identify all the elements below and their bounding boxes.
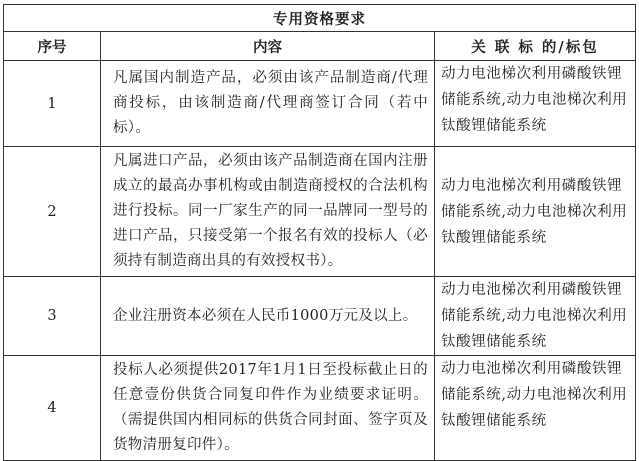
- row-seq: 3: [4, 277, 101, 356]
- table-row: [4, 61, 636, 147]
- table-row: [4, 356, 636, 461]
- header-seq: 序号: [4, 32, 101, 61]
- header-content: 内容: [101, 32, 435, 61]
- header-package: 关 联 标 的/标包: [435, 32, 636, 61]
- row-package: 动力电池梯次利用磷酸铁锂储能系统,动力电池梯次利用钛酸锂储能系统: [435, 356, 636, 461]
- row-content: 投标人必须提供2017年1月1日至投标截止日的任意壹份供货合同复印件作为业绩要求证明。（需提供国内相同标的供货合同封面、签字页及货物清册复印件）。: [101, 356, 435, 461]
- row-seq: 2: [4, 147, 101, 277]
- row-content: 凡属进口产品，必须由该产品制造商在国内注册成立的最高办事机构或由制造商授权的合法机构进行投标。同一厂家生产的同一品牌同一型号的进口产品，只接受第一个报名有效的投标人（必须持有制造商出具的有效授权书）。: [101, 147, 435, 277]
- row-package: 动力电池梯次利用磷酸铁锂储能系统,动力电池梯次利用钛酸锂储能系统: [435, 61, 636, 147]
- table-row: [4, 147, 636, 277]
- qualification-table: [3, 4, 636, 461]
- table-header-row: [4, 32, 636, 61]
- row-seq: 4: [4, 356, 101, 461]
- table-title: 专用资格要求: [4, 5, 636, 32]
- row-package: 动力电池梯次利用磷酸铁锂储能系统,动力电池梯次利用钛酸锂储能系统: [435, 147, 636, 277]
- table-row: [4, 277, 636, 356]
- row-content: 凡属国内制造产品，必须由该产品制造商/代理商投标，由该制造商/代理商签订合同（若中标）。: [101, 61, 435, 147]
- row-package: 动力电池梯次利用磷酸铁锂储能系统,动力电池梯次利用钛酸锂储能系统: [435, 277, 636, 356]
- row-content: 企业注册资本必须在人民币1000万元及以上。: [101, 277, 435, 356]
- row-seq: 1: [4, 61, 101, 147]
- table-title-row: [4, 5, 636, 32]
